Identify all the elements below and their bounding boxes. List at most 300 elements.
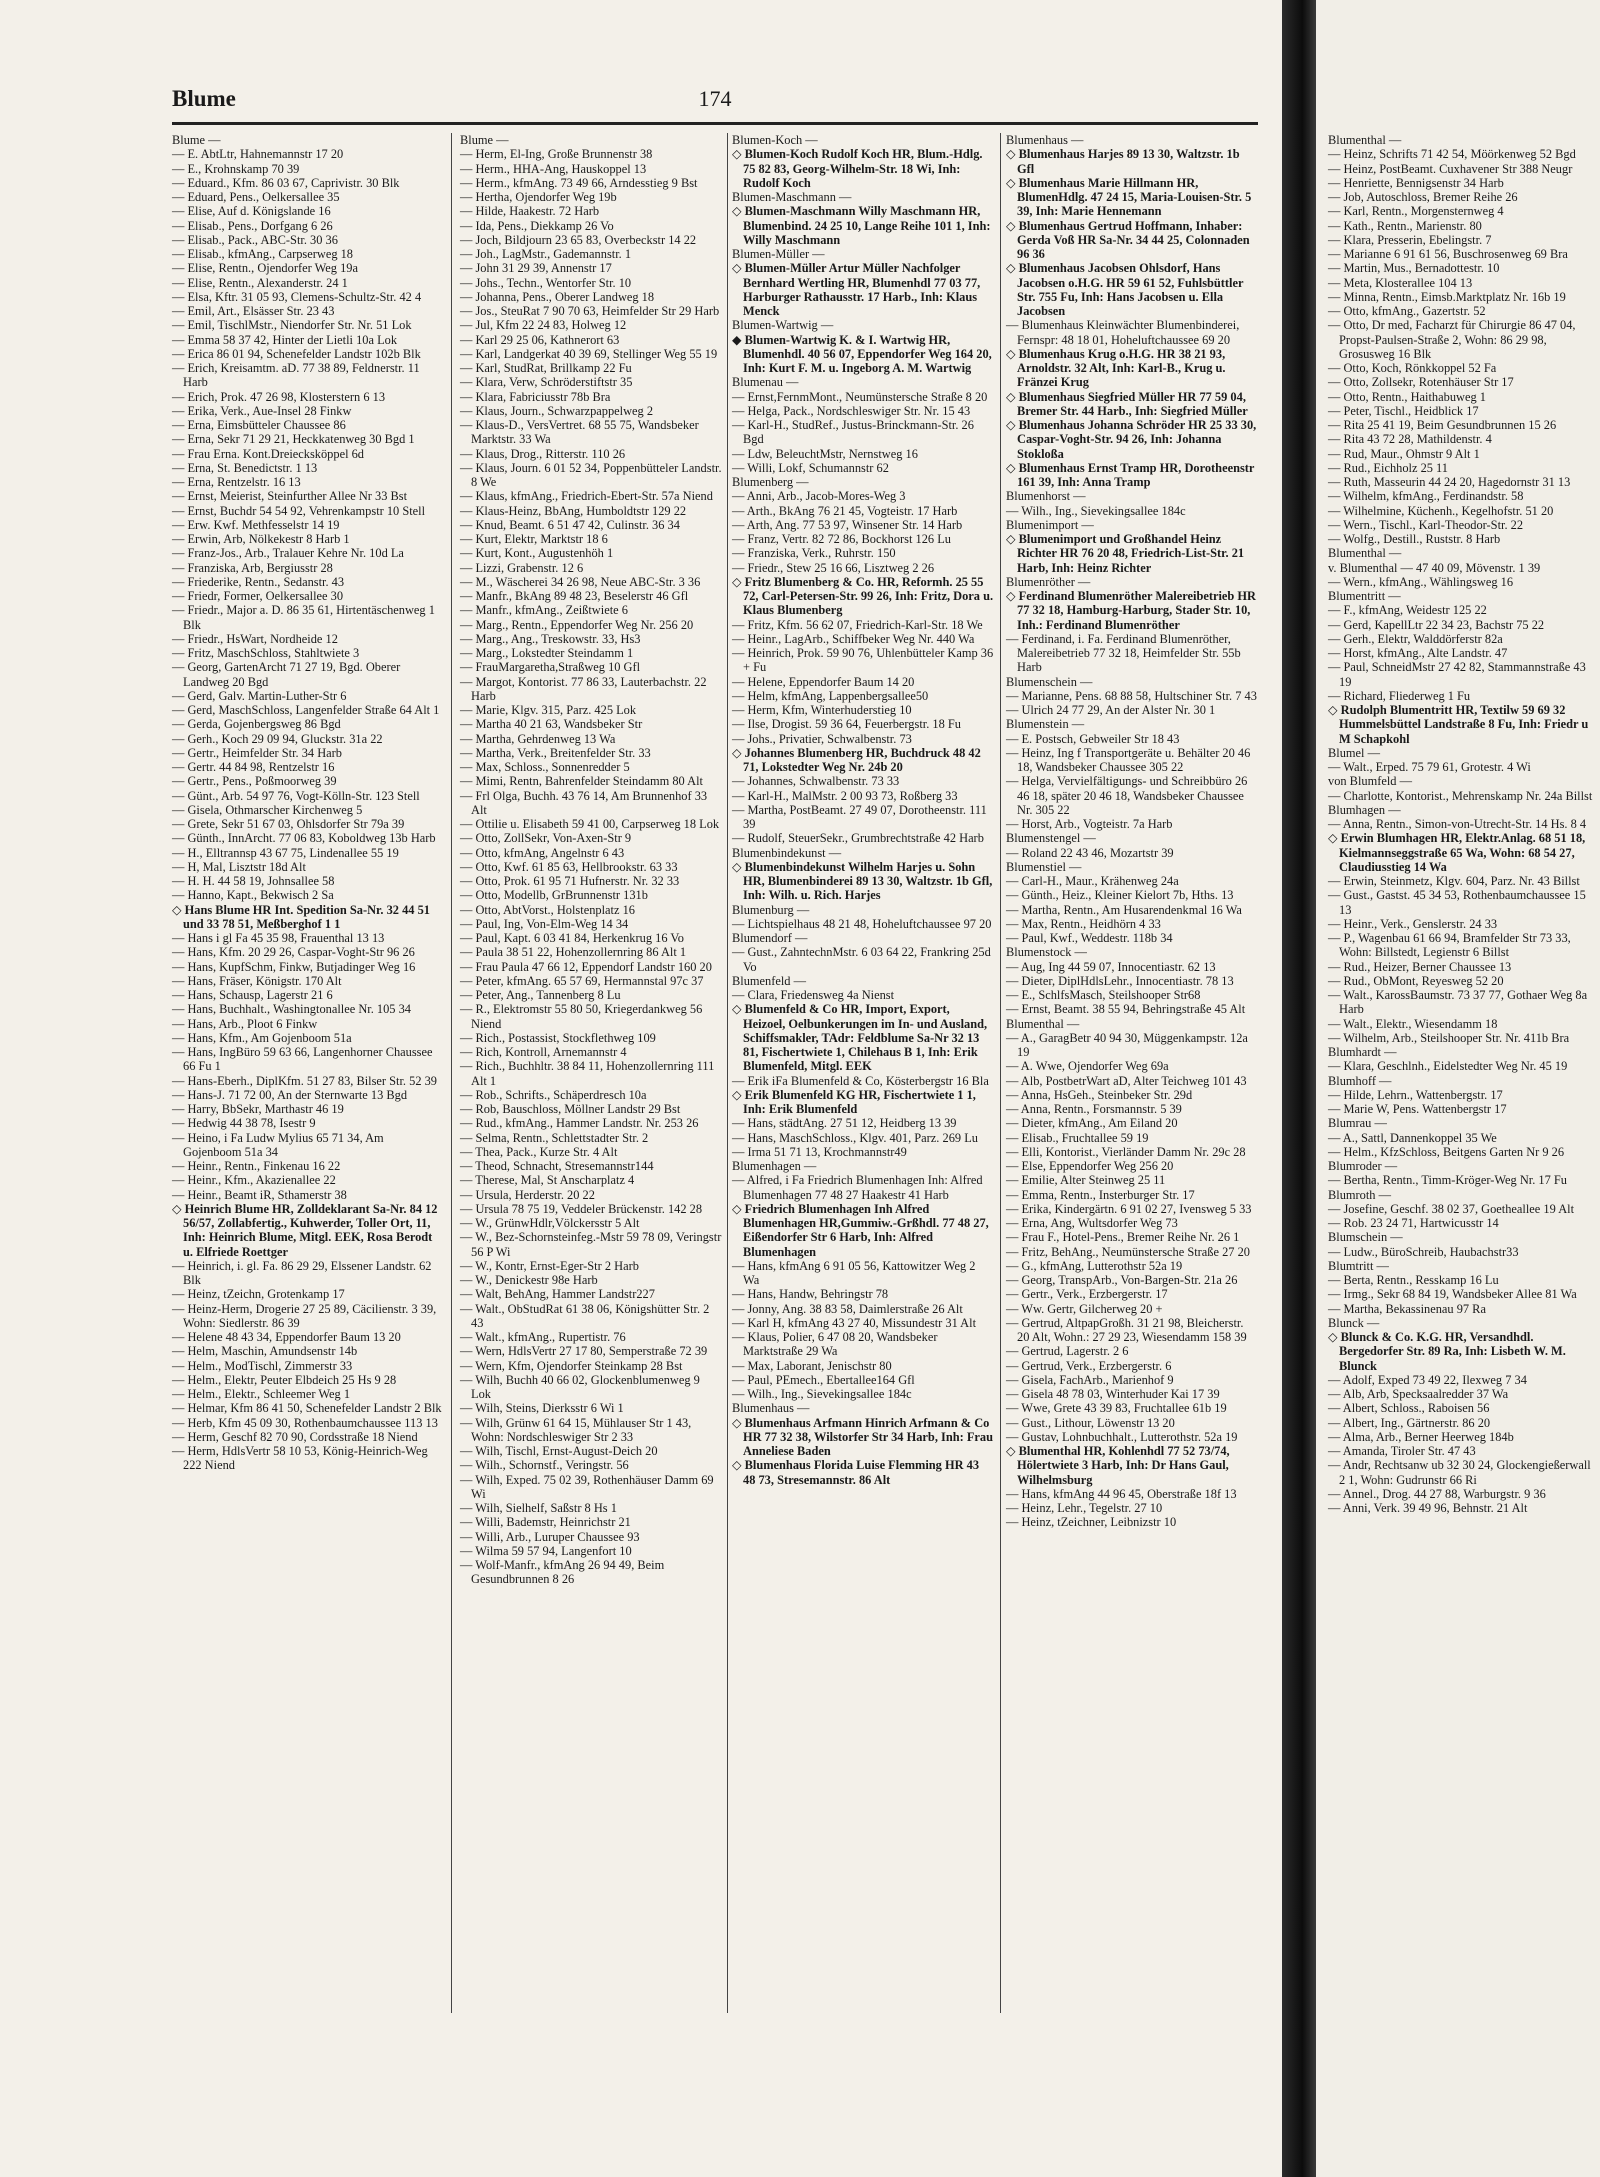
directory-entry: — Wolfg., Destill., Ruststr. 8 Harb <box>1328 532 1501 546</box>
directory-entry: — Erna, Ang, Wultsdorfer Weg 73 <box>1006 1216 1178 1230</box>
directory-entry: — Clara, Friedensweg 4a Nienst <box>732 988 895 1002</box>
directory-entry: — Hilde, Lehrn., Wattenbergstr. 17 <box>1328 1087 1503 1102</box>
directory-entry: — Helm, Maschin, Amundsenstr 14b <box>172 1344 358 1359</box>
directory-entry: v. Blumenthal — 47 40 09, Mövenstr. 1 39 <box>1328 560 1541 575</box>
directory-entry: — Friedr., HsWart, Nordheide 12 <box>172 631 338 646</box>
directory-entry: von Blumfeld — <box>1328 774 1412 789</box>
directory-entry: — Marianne 6 91 61 56, Buschrosenweg 69 Bra <box>1328 247 1568 261</box>
directory-entry: — A., GaragBetr 40 94 30, Müggenkampstr. 12a 19 <box>1006 1030 1252 1059</box>
directory-entry: — Martha, Verk., Breitenfelder Str. 33 <box>460 745 651 760</box>
directory-entry: ◆ Blumen-Wartwig K. & I. Wartwig HR, Blumenhdl. 40 56 07, Eppendorfer Weg 164 20, Inh: Kurt F. M. u. Ingeborg A. M. Wartwig <box>732 332 995 375</box>
directory-entry: — Wilh, Steins, Dierksstr 6 Wi 1 <box>460 1401 624 1416</box>
directory-entry: — Klara, Presserin, Ebelingstr. 7 <box>1328 232 1492 247</box>
directory-entry: — Ernst, Beamt. 38 55 94, Behringstraße 45 Alt <box>1006 1002 1246 1017</box>
directory-entry: — Günth., InnArcht. 77 06 83, Koboldweg 13b Harb <box>172 831 436 846</box>
directory-entry: — Ldw, BeleuchtMstr, Nernstweg 16 <box>732 446 918 461</box>
directory-entry: — Erna, St. Benedictstr. 1 13 <box>172 460 318 475</box>
directory-entry: — Heinz, Lehr., Tegelstr. 27 10 <box>1006 1501 1163 1515</box>
directory-entry: — Helga, Vervielfältigungs- und Schreibbüro 26 46 18, später 20 46 18, Wandsbeker Chaussee Nr. 305 22 <box>1006 774 1251 817</box>
directory-entry: — Heinr., Beamt iR, Sthamerstr 38 <box>172 1187 347 1202</box>
directory-entry: — Emil, Art., Elsässer Str. 23 43 <box>172 304 335 318</box>
directory-entry: — Aug, Ing 44 59 07, Innocentiastr. 62 13 <box>1006 959 1216 974</box>
directory-entry: — Josefine, Geschf. 38 02 37, Goetheallee 19 Alt <box>1328 1201 1575 1216</box>
directory-entry: — Dieter, DiplHdlsLehr., Innocentiastr. 78 13 <box>1006 973 1234 988</box>
directory-entry: — Klara, Verw, Schröderstiftstr 35 <box>460 375 633 390</box>
directory-entry: — Lizzi, Grabenstr. 12 6 <box>460 560 584 575</box>
directory-entry: — Paul, Kwf., Weddestr. 118b 34 <box>1006 931 1173 945</box>
directory-entry: — Gust., Lithour, Löwenstr 13 20 <box>1006 1415 1175 1430</box>
directory-entry: — Marianne, Pens. 68 88 58, Hultschiner Str. 7 43 <box>1006 688 1257 703</box>
directory-entry: — W., Denickestr 98e Harb <box>460 1273 598 1287</box>
directory-entry: ◇ Blumenhaus Gertrud Hoffmann, Inhaber: Gerda Voß HR Sa-Nr. 34 44 25, Colonnaden 96 36 <box>1006 218 1253 261</box>
directory-entry: — Fritz, MaschSchloss, Stahltwiete 3 <box>172 646 360 660</box>
directory-entry: — Manfr., kfmAng., Zeißtwiete 6 <box>460 603 628 618</box>
directory-entry: — Wilh, Tischl, Ernst-August-Deich 20 <box>460 1444 658 1458</box>
directory-entry: — Anni, Verk. 39 49 96, Behnstr. 21 Alt <box>1328 1501 1528 1515</box>
directory-entry: Blumen-Müller — <box>732 247 825 261</box>
directory-entry: Blumenthal — <box>1328 133 1402 147</box>
directory-entry: — Martha, Gehrdenweg 13 Wa <box>460 731 616 746</box>
directory-entry: Blumen-Wartwig — <box>732 318 834 333</box>
directory-entry: ◇ Blumenhaus Ernst Tramp HR, Dorotheenstr 161 39, Inh: Anna Tramp <box>1006 460 1258 489</box>
directory-entry: — Martha, Rentn., Am Husarendenkmal 16 Wa <box>1006 902 1242 917</box>
column-5 <box>1328 133 1593 2013</box>
directory-entry: ◇ Blumenhaus Johanna Schröder HR 25 33 30, Caspar-Voght-Str. 94 26, Inh: Johanna Stokloßa <box>1006 418 1260 461</box>
directory-entry: — Job, Autoschloss, Bremer Reihe 26 <box>1328 190 1518 204</box>
directory-entry: Blumenberg — <box>732 475 809 489</box>
directory-entry: — H., Elltrannsp 43 67 75, Lindenallee 55 19 <box>172 845 399 860</box>
column-2 <box>460 133 725 2013</box>
directory-entry: ◇ Blumenhaus Siegfried Müller HR 77 59 04, Bremer Str. 44 Harb., Inh: Siegfried Müller <box>1006 389 1250 418</box>
directory-entry: — Ruth, Masseurin 44 24 20, Hagedornstr 31 13 <box>1328 475 1571 489</box>
directory-entry: Blumendorf — <box>732 931 808 945</box>
directory-entry: — Hans, Fräser, Königstr. 170 Alt <box>172 973 342 988</box>
directory-entry: — Helm., Elektr, Peuter Elbdeich 25 Hs 9 28 <box>172 1372 397 1387</box>
directory-entry: ◇ Blumenhaus Harjes 89 13 30, Waltzstr. 1b Gfl <box>1006 147 1243 176</box>
directory-entry: — Johanna, Pens., Oberer Landweg 18 <box>460 289 655 304</box>
directory-entry: — Herm, El-Ing, Große Brunnenstr 38 <box>460 147 653 162</box>
directory-entry: Blumenbindekunst — <box>732 845 842 860</box>
directory-entry: — Heinr., Rentn., Finkenau 16 22 <box>172 1159 341 1173</box>
directory-entry: — Hans, Arb., Ploot 6 Finkw <box>172 1016 318 1031</box>
directory-entry: — Hans, kfmAng 6 91 05 56, Kattowitzer Weg 2 Wa <box>732 1258 979 1287</box>
directory-entry: — Heinz, Ing f Transportgeräte u. Behälter 20 46 18, Wandsbeker Chaussee 305 22 <box>1006 745 1254 774</box>
directory-entry: — Georg, GartenArcht 71 27 19, Bgd. Oberer Landweg 20 Bgd <box>172 660 404 689</box>
directory-entry: — Marg., Ang., Treskowstr. 33, Hs3 <box>460 631 641 646</box>
directory-entry: — Ursula, Herderstr. 20 22 <box>460 1187 595 1202</box>
directory-entry: — Elsa, Kftr. 31 05 93, Clemens-Schultz-Str. 42 4 <box>172 289 422 304</box>
directory-entry: — Helene 48 43 34, Eppendorfer Baum 13 20 <box>172 1330 401 1344</box>
directory-entry: — Elisab., Pens., Dorfgang 6 26 <box>172 218 333 233</box>
directory-entry: Blumenhaus — <box>732 1401 810 1416</box>
directory-entry: — Klaus, Journ., Schwarzpappelweg 2 <box>460 403 654 418</box>
directory-entry: — Helmar, Kfm 86 41 50, Schenefelder Landstr 2 Blk <box>172 1401 442 1416</box>
directory-entry: Blumenstock — <box>1006 945 1087 960</box>
directory-entry: — Herm., HHA-Ang, Hauskoppel 13 <box>460 161 647 176</box>
directory-entry: — Kath., Rentn., Marienstr. 80 <box>1328 218 1482 233</box>
directory-entry: — Otto, kfmAng., Gazertstr. 52 <box>1328 304 1486 318</box>
directory-entry: — Gerh., Koch 29 09 94, Gluckstr. 31a 22 <box>172 731 383 746</box>
directory-entry: — Paula 38 51 22, Hohenzollernring 86 Alt 1 <box>460 945 687 960</box>
directory-entry: Blumhardt — <box>1328 1045 1397 1059</box>
directory-entry: — Mimi, Rentn, Bahrenfelder Steindamm 80 Alt <box>460 774 703 789</box>
directory-entry: Blumenburg — <box>732 902 810 917</box>
directory-entry: — Frau Paula 47 66 12, Eppendorf Landstr 160 20 <box>460 959 712 974</box>
directory-entry: — Ludw., BüroSchreib, Haubachstr33 <box>1328 1244 1519 1259</box>
directory-entry: — Frau Erna. Kont.Dreiecksköppel 6d <box>172 446 365 461</box>
directory-entry: — Alfred, i Fa Friedrich Blumenhagen Inh: Alfred Blumenhagen 77 48 27 Haakestr 41 Harb <box>732 1173 986 1202</box>
directory-entry: — Max, Laborant, Jenischstr 80 <box>732 1358 892 1373</box>
directory-entry: — Irma 51 71 13, Krochmannstr49 <box>732 1144 907 1159</box>
directory-entry: — Wern., Tischl., Karl-Theodor-Str. 22 <box>1328 517 1524 532</box>
directory-entry: — Hans, KupfSchm, Finkw, Butjadinger Weg 16 <box>172 959 416 974</box>
directory-entry: Blumenhaus — <box>1006 133 1084 147</box>
directory-entry: — Karl-H., MalMstr. 2 00 93 73, Roßberg 33 <box>732 788 958 803</box>
directory-entry: — Margot, Kontorist. 77 86 33, Lauterbachstr. 22 Harb <box>460 674 710 703</box>
directory-entry: — Martha 40 21 63, Wandsbeker Str <box>460 717 643 732</box>
directory-entry: — Grete, Sekr 51 67 03, Ohlsdorfer Str 79a 39 <box>172 817 405 831</box>
directory-entry: — Rud., Heizer, Berner Chaussee 13 <box>1328 959 1512 974</box>
directory-entry: — Erica 86 01 94, Schenefelder Landstr 102b Blk <box>172 346 421 361</box>
directory-entry: — Roland 22 43 46, Mozartstr 39 <box>1006 845 1174 860</box>
directory-entry: — Hans, Schausp, Lagerstr 21 6 <box>172 988 333 1002</box>
directory-entry: Blumenimport — <box>1006 517 1094 532</box>
directory-entry: Blumenthal — <box>1328 546 1402 561</box>
directory-entry: — Erna, Sekr 71 29 21, Heckkatenweg 30 Bgd 1 <box>172 432 415 447</box>
directory-entry: — Heinr., LagArb., Schiffbeker Weg Nr. 440 Wa <box>732 631 975 646</box>
directory-entry: Blumenhorst — <box>1006 489 1086 504</box>
column-divider <box>451 133 452 2013</box>
directory-entry: — Hanno, Kapt., Bekwisch 2 Sa <box>172 888 334 903</box>
directory-entry: — Emma, Rentn., Insterburger Str. 17 <box>1006 1187 1195 1202</box>
directory-entry: — Rob., Schrifts., Schäperdresch 10a <box>460 1087 647 1102</box>
directory-entry: — Rud., Eichholz 25 11 <box>1328 460 1448 475</box>
directory-entry: — Anna, Rentn., Forsmannstr. 5 39 <box>1006 1102 1182 1116</box>
directory-entry: — Elise, Rentn., Alexanderstr. 24 1 <box>172 275 348 290</box>
directory-entry: — Johs., Privatier, Schwalbenstr. 73 <box>732 731 912 746</box>
page-header <box>172 86 1258 122</box>
directory-entry: — E., SchlfsMasch, Steilshooper Str68 <box>1006 988 1201 1002</box>
directory-entry: ◇ Johannes Blumenberg HR, Buchdruck 48 42 71, Lokstedter Weg Nr. 24b 20 <box>732 745 984 774</box>
directory-entry: — Peter, kfmAng. 65 57 69, Hermannstal 97c 37 <box>460 973 704 988</box>
directory-entry: — Marg., Rentn., Eppendorfer Weg Nr. 256 20 <box>460 617 694 632</box>
directory-entry: — Alma, Arb., Berner Heerweg 184b <box>1328 1429 1514 1444</box>
directory-entry: — Marg., Lokstedter Steindamm 1 <box>460 646 634 660</box>
directory-entry: — Hans-J. 71 72 00, An der Sternwarte 13 Bgd <box>172 1087 408 1102</box>
directory-entry: — Gerd, Galv. Martin-Luther-Str 6 <box>172 688 347 703</box>
directory-entry: — Friederike, Rentn., Sedanstr. 43 <box>172 574 345 589</box>
directory-entry: — Gertr., Heimfelder Str. 34 Harb <box>172 745 342 760</box>
directory-entry: ◇ Ferdinand Blumenröther Malereibetrieb HR 77 32 18, Hamburg-Harburg, Stader Str. 10, Inh.: Ferdinand Blumenröther <box>1006 589 1260 632</box>
page-number: 174 <box>698 86 732 111</box>
directory-entry: — Herm, HdlsVertr 58 10 53, König-Heinrich-Weg 222 Niend <box>172 1444 431 1473</box>
directory-entry: — Gust., ZahntechnMstr. 6 03 64 22, Frankring 25d Vo <box>732 945 994 974</box>
directory-entry: — Rita 25 41 19, Beim Gesundbrunnen 15 26 <box>1328 418 1557 432</box>
directory-entry: — Walt., KarossBaumstr. 73 37 77, Gothaer Weg 8a Harb <box>1328 988 1591 1017</box>
directory-entry: — Johs., Techn., Wentorfer Str. 10 <box>460 275 632 290</box>
directory-entry: — Wilh., Schornstf., Veringstr. 56 <box>460 1458 629 1473</box>
book-gutter <box>1282 0 1316 2177</box>
directory-entry: — Horst, kfmAng., Alte Landstr. 47 <box>1328 646 1508 660</box>
directory-entry: — Ferdinand, i. Fa. Ferdinand Blumenröther, Malereibetrieb 77 32 18, Heimfelder Str. 55b Harb <box>1006 631 1244 675</box>
column-divider <box>727 133 728 2013</box>
directory-entry: ◇ Friedrich Blumenhagen Inh Alfred Blumenhagen HR,Gummiw.-Grßhdl. 77 48 27, Eißendorfer Str 6 Harb, Inh: Alfred Blumenhagen <box>732 1201 992 1259</box>
directory-entry: — Otto, AbtVorst., Holstenplatz 16 <box>460 902 635 917</box>
directory-entry: — Frau F., Hotel-Pens., Bremer Reihe Nr. 26 1 <box>1006 1230 1240 1245</box>
directory-entry: — Jonny, Ang. 38 83 58, Daimlerstraße 26 Alt <box>732 1301 963 1316</box>
directory-entry: — Heinz, PostBeamt. Cuxhavener Str 388 Neugr <box>1328 161 1573 176</box>
directory-entry: — Erna, Rentzelstr. 16 13 <box>172 475 301 489</box>
directory-entry: — Friedr, Former, Oelkersallee 30 <box>172 589 344 603</box>
directory-entry: — Martha, Bekassinenau 97 Ra <box>1328 1301 1486 1316</box>
directory-entry: — Herm., kfmAng. 73 49 66, Arndesstieg 9 Bst <box>460 175 698 190</box>
directory-entry: — W., Bez-Schornsteinfeg.-Mstr 59 78 09, Veringstr 56 P Wi <box>460 1230 725 1259</box>
directory-entry: — Elisab., kfmAng., Carpserweg 18 <box>172 247 354 261</box>
directory-entry: — Elisab., Fruchtallee 59 19 <box>1006 1130 1149 1145</box>
directory-entry: — Otto, Kwf. 61 85 63, Hellbrookstr. 63 33 <box>460 859 678 874</box>
directory-entry: — Gertr. 44 84 98, Rentzelstr 16 <box>172 760 335 774</box>
directory-entry: — Walt., Elektr., Wiesendamm 18 <box>1328 1016 1498 1031</box>
directory-entry: — Klaus, Polier, 6 47 08 20, Wandsbeker Marktstraße 29 Wa <box>732 1330 941 1359</box>
directory-entry: — Helm., ModTischl, Zimmerstr 33 <box>172 1358 353 1373</box>
directory-entry: — Helga, Pack., Nordschleswiger Str. Nr. 15 43 <box>732 403 971 418</box>
directory-entry: — M., Wäscherei 34 26 98, Neue ABC-Str. 3 36 <box>460 574 701 589</box>
directory-entry: — Gust., Gastst. 45 34 53, Rothenbaumchaussee 15 13 <box>1328 888 1589 917</box>
directory-entry: — Otto, Rentn., Haithabuweg 1 <box>1328 389 1486 404</box>
directory-entry: ◇ Blumenhaus Jacobsen Ohlsdorf, Hans Jacobsen o.H.G. HR 59 61 52, Fuhlsbüttler Str. 755 Fu, Inh: Hans Jacobsen u. Ella Jacobsen <box>1006 261 1247 318</box>
directory-entry: — Erich, Prok. 47 26 98, Klosterstern 6 13 <box>172 389 386 404</box>
directory-entry: — Therese, Mal, St Anscharplatz 4 <box>460 1173 635 1188</box>
directory-entry: — Marie W, Pens. Wattenbergstr 17 <box>1328 1102 1507 1116</box>
directory-entry: — Hans, kfmAng 44 96 45, Oberstraße 18f 13 <box>1006 1486 1237 1501</box>
directory-entry: Blumhoff — <box>1328 1073 1392 1088</box>
directory-entry: Blumenthal — <box>1006 1016 1080 1031</box>
directory-entry: — F., kfmAng, Weidestr 125 22 <box>1328 603 1487 618</box>
directory-entry: — Harry, BbSekr, Marthastr 46 19 <box>172 1102 344 1116</box>
directory-entry: — Erik iFa Blumenfeld & Co, Kösterbergstr 16 Bla <box>732 1073 989 1088</box>
directory-entry: — Gerda, Gojenbergsweg 86 Bgd <box>172 717 341 732</box>
directory-entry: — Helene, Eppendorfer Baum 14 20 <box>732 674 915 689</box>
directory-entry: — Karl-H., StudRef., Justus-Brinckmann-Str. 26 Bgd <box>732 418 978 447</box>
directory-entry: — Henriette, Bennigsenstr 34 Harb <box>1328 175 1504 190</box>
column-divider <box>1000 133 1001 2013</box>
directory-entry: — Johannes, Schwalbenstr. 73 33 <box>732 774 900 789</box>
directory-entry: — Ida, Pens., Diekkamp 26 Vo <box>460 218 614 233</box>
directory-entry: — A. Wwe, Ojendorfer Weg 69a <box>1006 1059 1169 1074</box>
directory-entry: ◇ Rudolph Blumentritt HR, Textilw 59 69 32 Hummelsbüttel Landstraße 8 Fu, Inh: Friedr u M Schapkohl <box>1328 703 1592 746</box>
directory-entry: — Wilh., Ing., Sievekingsallee 184c <box>732 1387 912 1401</box>
directory-entry: — Anna, HsGeh., Steinbeker Str. 29d <box>1006 1087 1193 1102</box>
directory-entry: — Karl H, kfmAng 43 27 40, Missundestr 31 Alt <box>732 1315 977 1330</box>
directory-entry: — Walt., ObStudRat 61 38 06, Königshütter Str. 2 43 <box>460 1301 713 1330</box>
directory-entry: — Paul, SchneidMstr 27 42 82, Stammannstraße 43 19 <box>1328 660 1589 689</box>
directory-entry: Blume — <box>460 133 509 147</box>
directory-entry: — Horst, Arb., Vogteistr. 7a Harb <box>1006 817 1173 831</box>
column-1 <box>172 133 442 2013</box>
directory-entry: Blunck — <box>1328 1315 1380 1330</box>
directory-entry: — Dieter, kfmAng., Am Eiland 20 <box>1006 1116 1178 1131</box>
directory-entry: — Heinz, tZeichner, Leibnizstr 10 <box>1006 1515 1177 1530</box>
directory-entry: — Ernst, Meierist, Steinfurther Allee Nr 33 Bst <box>172 489 408 504</box>
directory-entry: — Wilh, Grünw 61 64 15, Mühlauser Str 1 43, Wohn: Nordschleswiger Str 2 33 <box>460 1415 695 1444</box>
directory-entry: — Manfr., BkAng 89 48 23, Beselerstr 46 Gfl <box>460 589 689 603</box>
directory-entry: Blumtritt — <box>1328 1258 1389 1273</box>
directory-entry: — Helm., KfzSchloss, Beitgens Garten Nr 9 26 <box>1328 1144 1565 1159</box>
directory-entry: Blumel — <box>1328 745 1380 760</box>
directory-entry: — Helm., Elektr., Schleemer Weg 1 <box>172 1387 351 1401</box>
directory-entry: — Otto, Modellb, GrBrunnenstr 131b <box>460 888 648 903</box>
directory-entry: — Minna, Rentn., Eimsb.Marktplatz Nr. 16b 19 <box>1328 289 1566 304</box>
directory-entry: — Knud, Beamt. 6 51 47 42, Culinstr. 36 34 <box>460 517 680 532</box>
directory-entry: — Walt, BehAng, Hammer Landstr227 <box>460 1287 655 1302</box>
directory-entry: Blumen-Maschmann — <box>732 190 852 204</box>
directory-entry: — Wilh, Exped. 75 02 39, Rothenhäuser Damm 69 Wi <box>460 1472 717 1501</box>
directory-entry: — Arth, Ang. 77 53 97, Winsener Str. 14 Harb <box>732 517 963 532</box>
directory-entry: — Otto, Zollsekr, Rotenhäuser Str 17 <box>1328 375 1514 390</box>
directory-entry: — Ulrich 24 77 29, An der Alster Nr. 30 1 <box>1006 703 1216 717</box>
column-4 <box>1006 133 1258 2013</box>
directory-entry: — Ursula 78 75 19, Veddeler Brückenstr. 142 28 <box>460 1201 703 1216</box>
directory-entry: — Max, Schloss., Sonnenredder 5 <box>460 760 630 774</box>
directory-entry: — E. Postsch, Gebweiler Str 18 43 <box>1006 731 1180 746</box>
directory-entry: ◇ Blumenimport und Großhandel Heinz Richter HR 76 20 48, Friedrich-List-Str. 21 Harb, Inh: Heinz Richter <box>1006 532 1248 575</box>
directory-entry: — Herm, Kfm, Winterhuderstieg 10 <box>732 703 912 717</box>
directory-entry: — Wolf-Manfr., kfmAng 26 94 49, Beim Gesundbrunnen 8 26 <box>460 1558 668 1587</box>
directory-entry: — Wern, HdlsVertr 27 17 80, Semperstraße 72 39 <box>460 1344 708 1359</box>
directory-entry: — Erw. Kwf. Methfesselstr 14 19 <box>172 517 340 532</box>
directory-entry: — Ernst,FernmMont., Neumünstersche Straße 8 20 <box>732 389 988 404</box>
directory-entry: — Joh., LagMstr., Gademannstr. 1 <box>460 247 632 261</box>
directory-entry: — Rich., Postassist, Stockflethweg 109 <box>460 1030 656 1045</box>
directory-entry: — Willi, Bademstr, Heinrichstr 21 <box>460 1515 631 1530</box>
directory-entry: — Klara, Fabriciusstr 78b Bra <box>460 389 611 404</box>
directory-entry: — H. H. 44 58 19, Johnsallee 58 <box>172 874 335 888</box>
directory-entry: — Elisab., Pack., ABC-Str. 30 36 <box>172 232 338 247</box>
directory-entry: — Günth., Heiz., Kleiner Kielort 7b, Hths. 13 <box>1006 888 1234 903</box>
directory-entry: — Heinr., Verk., Genslerstr. 24 33 <box>1328 916 1498 931</box>
directory-entry: — Rud., ObMont, Reyesweg 52 20 <box>1328 973 1504 988</box>
directory-entry: — Wern., kfmAng., Wählingsweg 16 <box>1328 574 1514 589</box>
directory-entry: — Elli, Kontorist., Vierländer Damm Nr. 29c 28 <box>1006 1144 1246 1159</box>
directory-entry: — Klara, Geschlnh., Eidelstedter Weg Nr. 45 19 <box>1328 1059 1568 1074</box>
directory-entry: — Jul, Kfm 22 24 83, Holweg 12 <box>460 318 627 333</box>
directory-entry: — Heinz, Schrifts 71 42 54, Möörkenweg 52 Bgd <box>1328 147 1576 162</box>
directory-entry: — Gerd, KapellLtr 22 34 23, Bachstr 75 22 <box>1328 617 1545 632</box>
directory-entry: — Amanda, Tiroler Str. 47 43 <box>1328 1444 1476 1458</box>
directory-entry: Blumenstiel — <box>1006 859 1082 874</box>
directory-entry: — Klaus-Heinz, BbAng, Humboldtstr 129 22 <box>460 503 687 518</box>
directory-entry: — Joch, Bildjourn 23 65 83, Overbeckstr 14 22 <box>460 232 697 247</box>
directory-entry: — Franz-Jos., Arb., Tralauer Kehre Nr. 10d La <box>172 546 404 561</box>
directory-entry: — Eduard., Kfm. 86 03 67, Caprivistr. 30 Blk <box>172 175 400 190</box>
directory-entry: — Willi, Arb., Luruper Chaussee 93 <box>460 1529 640 1544</box>
directory-entry: — Klaus, kfmAng., Friedrich-Ebert-Str. 57a Niend <box>460 489 713 504</box>
directory-entry: — Carl-H., Maur., Krähenweg 24a <box>1006 874 1179 888</box>
directory-entry: — John 31 29 39, Annenstr 17 <box>460 261 612 276</box>
directory-entry: — Wilhelm, Arb., Steilshooper Str. Nr. 411b Bra <box>1328 1030 1570 1045</box>
directory-entry: — Franz, Vertr. 82 72 86, Bockhorst 126 Lu <box>732 532 951 546</box>
directory-entry: — Rita 43 72 28, Mathildenstr. 4 <box>1328 432 1492 447</box>
directory-entry: — Erika, Kindergärtn. 6 91 02 27, Ivensweg 5 33 <box>1006 1201 1252 1216</box>
directory-entry: ◇ Fritz Blumenberg & Co. HR, Reformh. 25 55 72, Carl-Petersen-Str. 99 26, Inh: Fritz, Dora u. Klaus Blumenberg <box>732 574 997 618</box>
header-rule <box>172 122 1258 125</box>
directory-entry: — Emil, TischlMstr., Niendorfer Str. Nr. 51 Lok <box>172 318 412 333</box>
directory-entry: — Anna, Rentn., Simon-von-Utrecht-Str. 14 Hs. 8 4 <box>1328 817 1587 831</box>
directory-entry: — Martin, Mus., Bernadottestr. 10 <box>1328 261 1500 276</box>
directory-entry: — Rich, Kontroll, Arnemannstr 4 <box>460 1045 627 1059</box>
directory-entry: — Rudolf, SteuerSekr., Grumbrechtstraße 42 Harb <box>732 831 984 846</box>
running-head-word: Blume <box>172 86 236 111</box>
directory-entry: — Rud., kfmAng., Hammer Landstr. Nr. 253 26 <box>460 1116 699 1131</box>
directory-entry: — Elise, Auf d. Königslande 16 <box>172 204 331 219</box>
directory-entry: — Heinrich, Prok. 59 90 76, Uhlenbütteler Kamp 36 + Fu <box>732 646 997 675</box>
directory-entry: — Marie, Klgv. 315, Parz. 425 Lok <box>460 703 637 717</box>
directory-entry: ◇ Erik Blumenfeld KG HR, Fischertwiete 1 1, Inh: Erik Blumenfeld <box>732 1087 980 1116</box>
directory-entry: — Ww. Gertr, Gilcherweg 20 + <box>1006 1301 1163 1316</box>
directory-entry: — Gertrud, Verk., Erzbergerstr. 6 <box>1006 1358 1172 1373</box>
directory-entry: — Gerd, MaschSchloss, Langenfelder Straße 64 Alt 1 <box>172 703 440 717</box>
directory-entry: — Emma 58 37 42, Hinter der Lietli 10a Lok <box>172 332 398 347</box>
directory-entry: — Karl, StudRat, Brillkamp 22 Fu <box>460 361 632 375</box>
directory-entry: Blumenhagen — <box>732 1159 817 1173</box>
directory-entry: — Eduard, Pens., Oelkersallee 35 <box>172 190 340 204</box>
directory-entry: — Herm, Geschf 82 70 90, Cordsstraße 18 Niend <box>172 1429 418 1444</box>
directory-entry: — R., Elektromstr 55 80 50, Kriegerdankweg 56 Niend <box>460 1002 706 1031</box>
directory-entry: Blumentritt — <box>1328 589 1401 603</box>
directory-entry: — Frl Olga, Buchh. 43 76 14, Am Brunnenhof 33 Alt <box>460 788 710 817</box>
directory-entry: — Gertrud, AltpapGroßh. 31 21 98, Bleicherstr. 20 Alt, Wohn.: 27 29 23, Wiesendamm 158 39 <box>1006 1315 1247 1344</box>
directory-entry: — FrauMargaretha,Straßweg 10 Gfl <box>460 660 641 675</box>
directory-entry: — Hertha, Ojendorfer Weg 19b <box>460 190 617 204</box>
directory-entry: — Rich., Buchhltr. 38 84 11, Hohenzollernring 111 Alt 1 <box>460 1059 717 1088</box>
directory-entry: — A., Sattl, Dannenkoppel 35 We <box>1328 1130 1497 1145</box>
directory-entry: — Heinz-Herm, Drogerie 27 25 89, Cäcilienstr. 3 39, Wohn: Siedlerstr. 86 39 <box>172 1301 440 1330</box>
directory-entry: — Heinz, tZeichn, Grotenkamp 17 <box>172 1287 345 1302</box>
directory-entry: — Fritz, Kfm. 56 62 07, Friedrich-Karl-Str. 18 We <box>732 617 983 632</box>
directory-entry: — Thea, Pack., Kurze Str. 4 Alt <box>460 1144 618 1159</box>
directory-entry: — Bertha, Rentn., Timm-Kröger-Weg Nr. 17 Fu <box>1328 1173 1567 1188</box>
directory-entry: — Wwe, Grete 43 39 83, Fruchtallee 61b 19 <box>1006 1401 1227 1416</box>
directory-entry: — Willi, Lokf, Schumannstr 62 <box>732 460 889 475</box>
directory-entry: ◇ Blumen-Maschmann Willy Maschmann HR, Blumenbind. 24 25 10, Lange Reihe 101 1, Inh: Willy Maschmann <box>732 204 994 247</box>
directory-entry: — Gisela 48 78 03, Winterhuder Kai 17 39 <box>1006 1387 1220 1401</box>
directory-entry: ◇ Heinrich Blume HR, Zolldeklarant Sa-Nr. 84 12 56/57, Zollabfertig., Kuhwerder, Toller Ort, 11, Inh: Heinrich Blume, Mitgl. EEK, Rosa Berodt u. Elfriede Roettger <box>172 1201 441 1259</box>
directory-entry: — Friedr., Stew 25 16 66, Lisztweg 2 26 <box>732 560 935 575</box>
directory-entry: — G., kfmAng, Lutterothstr 52a 19 <box>1006 1258 1183 1273</box>
directory-entry: — Blumenhaus Kleinwächter Blumenbinderei, Fernspr: 48 18 01, Hoheluftchaussee 69 20 <box>1006 318 1243 347</box>
directory-entry: — Wilhelmine, Küchenh., Kegelhofstr. 51 20 <box>1328 503 1554 518</box>
directory-entry: — Gerh., Elektr, Walddörferstr 82a <box>1328 631 1503 646</box>
directory-entry: — Peter, Ang., Tannenberg 8 Lu <box>460 988 621 1002</box>
directory-entry: — Annel., Drog. 44 27 88, Warburgstr. 9 36 <box>1328 1486 1546 1501</box>
directory-entry: — Wilh., Ing., Sievekingsallee 184c <box>1006 503 1186 518</box>
directory-entry: Blumrau — <box>1328 1116 1387 1131</box>
directory-entry: — Hans, Handw, Behringstr 78 <box>732 1287 889 1302</box>
directory-entry: ◇ Hans Blume HR Int. Spedition Sa-Nr. 32 44 51 und 33 78 51, Meßberghof 1 1 <box>172 902 434 931</box>
directory-entry: — Wern, Kfm, Ojendorfer Steinkamp 28 Bst <box>460 1358 683 1373</box>
directory-entry: — W., Kontr, Ernst-Eger-Str 2 Harb <box>460 1258 639 1273</box>
directory-entry: — Hans, MaschSchloss., Klgv. 401, Parz. 269 Lu <box>732 1130 978 1145</box>
directory-entry: Blumhagen — <box>1328 802 1401 817</box>
directory-entry: — Max, Rentn., Heidhörn 4 33 <box>1006 916 1161 931</box>
directory-entry: — Karl, Rentn., Morgensternweg 4 <box>1328 204 1504 219</box>
directory-entry: — Meta, Klosterallee 104 13 <box>1328 275 1473 290</box>
directory-entry: — Wilh, Sielhelf, Saßstr 8 Hs 1 <box>460 1501 617 1515</box>
directory-entry: — Gustav, Lohnbuchhalt., Lutterothstr. 52a 19 <box>1006 1429 1238 1444</box>
directory-entry: — Erna, Eimsbütteler Chaussee 86 <box>172 418 346 432</box>
directory-entry: — Heinrich, i. gl. Fa. 86 29 29, Elssener Landstr. 62 Blk <box>172 1258 435 1287</box>
directory-entry: — Karl, Landgerkat 40 39 69, Stellinger Weg 55 19 <box>460 346 718 361</box>
